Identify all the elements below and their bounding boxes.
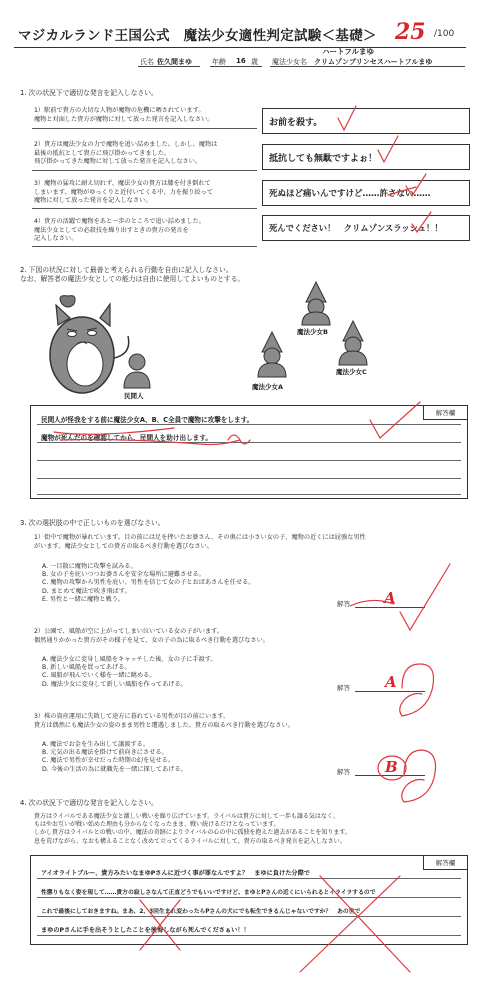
q1-3-underline: [32, 208, 257, 209]
section4-answer-line4: まゆのPさんに手を出そうとしたことを後悔しながら死んでくださぁい！！: [41, 927, 250, 934]
name-label: 氏名: [140, 58, 154, 66]
q3-3-answer-label: 解答: [337, 768, 350, 776]
q1-2-prompt: 2）貴方は魔法少女の力で魔物を追い詰めました。しかし、魔物は 最後の抵抗として貴方に飛び掛かってきました。 飛び掛かってきた魔物に対して放った発言を記入しなさい。: [34, 141, 218, 165]
option-item: E. 男性と一緒に魔物と戦う。: [42, 595, 125, 603]
section2-heading: 2. 下図の状況に対して最善と考えられる行動を自由に記入しなさい。 なお、解答者の魔法少女としての能力は自由に使用してよいものとする。: [20, 266, 245, 283]
answer-line: [37, 935, 461, 936]
option-item: B. 新しい風船を買ってあげる。: [42, 664, 131, 672]
option-item: B. 女の子を庇いつつお婆さんを安全な場所に避難させる。: [42, 571, 205, 579]
q1-1-prompt: 1）駅前で貴方の大切な人物が魔物の危機に晒されています。 魔物と対面した貴方が魔物に対して放った発言を記入しなさい。: [34, 107, 214, 123]
civilian-label: 民間人: [124, 392, 144, 400]
q1-3-prompt: 3）魔物の猛攻に耐え切れず、魔法少女の貴方は膝を付き倒れて しまいます。魔物がゆっくりと近付いてくる中、力を振り絞って 魔物に対して放った発言を記入しなさい。: [34, 180, 213, 204]
option-item: A. 魔法でお金を生み出して譲渡する。: [42, 741, 150, 748]
section4-answer-area[interactable]: [30, 855, 468, 945]
option-item: D. 今後の生活の為に就職先を一緒に探してあげる。: [42, 765, 187, 773]
option-item: C. 魔法で男性が幸せだった時期の幻を見せる。: [42, 757, 175, 765]
section1-heading: 1. 次の状況下で適切な発言を記入しなさい。: [20, 89, 158, 97]
answer-line: [37, 442, 461, 443]
option-item: B. 元気の出る魔法を掛けて前向きにさせる。: [42, 749, 168, 757]
q3-2-answer-value[interactable]: A: [385, 673, 397, 691]
q1-2-answer-text: 抵抗しても無駄ですよぉ！: [269, 153, 378, 164]
option-item: D. まとめて魔法で吹き飛ばす。: [42, 587, 131, 595]
section2-answer-area[interactable]: [30, 405, 468, 499]
situation-illustration: [40, 280, 460, 400]
section4-answer-tab: 解答欄: [423, 856, 467, 870]
title-divider: [14, 47, 466, 48]
q3-2-answer-label: 解答: [337, 684, 350, 692]
magical-girl-c-icon: [339, 321, 367, 365]
magical-girl-b-icon: [302, 282, 330, 325]
q3-2-options: [42, 656, 217, 689]
q3-1-answer-label: 解答: [337, 600, 350, 608]
magical-name-value-line1[interactable]: ハートフルまゆ: [322, 47, 374, 56]
answer-line: [37, 916, 461, 917]
q3-3-prompt: 3）株の資産運用に失敗して途方に暮れている男性が目の前にいます。 貴方は偶然にも魔法少女の姿のまま男性と遭遇しました。貴方の取るべき行動を選びなさい。: [34, 713, 294, 729]
section2-answer-line1: 民間人が怪我をする前に魔法少女A、B、C全員で魔物に攻撃をします。: [41, 416, 254, 424]
check-mark-icon: [400, 564, 450, 630]
q1-4-answer-text: 死んでください！ クリムゾンスラッシュ！！: [269, 223, 443, 233]
exam-title: マジカルランド王国公式 魔法少女適性判定試験＜基礎＞: [18, 28, 377, 44]
magical-girl-b-label: 魔法少女B: [297, 328, 328, 336]
illustration-svg: [40, 280, 460, 400]
zero-mark-icon: [402, 750, 436, 802]
answer-line: [37, 478, 461, 479]
q1-1-answer-text: お前を殺す。: [269, 117, 323, 128]
magical-name-value-line2[interactable]: クリムゾンプリンセスハートフルまゆ: [314, 58, 433, 66]
option-item: C. 風船が飛んでいく様を一緒に眺める。: [42, 672, 156, 680]
q1-3-answer-box[interactable]: [262, 180, 470, 206]
answer-line: [37, 897, 461, 898]
q3-3-options: [42, 741, 187, 774]
magical-name-underline: [270, 66, 465, 67]
section4-answer-line3: これで最後にしておきますね。まあ、2、3回生まれ変わったらPさんの犬にでも転生できるんじゃないですか？ あの世で: [41, 909, 361, 915]
q1-4-underline: [32, 246, 257, 247]
q1-1-answer-box[interactable]: [262, 108, 470, 134]
option-item: C. 魔物の攻撃から男性を庇い、男性を信じて女の子とおばあさんを任せる。: [42, 579, 255, 587]
q3-1-answer-value[interactable]: A: [384, 589, 396, 607]
magical-name-label: 魔法少女名: [272, 58, 307, 66]
age-unit: 歳: [251, 58, 258, 66]
section4-heading: 4. 次の状況下で適切な発言を記入しなさい。: [20, 799, 158, 807]
monster-icon: [50, 296, 129, 393]
age-value[interactable]: 16: [236, 57, 246, 65]
section3-heading: 3. 次の選択肢の中で正しいものを選びなさい。: [20, 519, 165, 527]
magical-girl-c-label: 魔法少女C: [336, 368, 367, 376]
q1-2-answer-box[interactable]: [262, 144, 470, 170]
zero-mark-icon: [400, 664, 434, 716]
answer-line: [37, 494, 461, 495]
age-underline: [210, 66, 262, 67]
option-item: A. 一目散に魔物に攻撃を試みる。: [42, 563, 137, 570]
score-value: 25: [395, 19, 426, 45]
answer-line: [37, 460, 461, 461]
section2-answer-line2: 魔物が死んだのを確認してから、民間人を助け出します。: [41, 434, 212, 442]
answer-line: [37, 424, 461, 425]
age-label: 年齢: [212, 58, 226, 66]
section4-answer-line2: 性懲りもなく姿を現して……貴方の寂しさなんて正直どうでもいいですけど、まゆとPさんの近くにいられるとイライラするので: [41, 890, 376, 896]
q1-1-underline: [32, 128, 257, 129]
option-item: A. 魔法少女に変身し風船をキャッチした後、女の子に手渡す。: [42, 656, 217, 663]
section2-answer-tab: 解答欄: [423, 406, 467, 420]
name-value[interactable]: 佐久間まゆ: [157, 58, 192, 66]
magical-girl-a-icon: [258, 332, 286, 377]
q3-1-prompt: 1）街中で魔物が暴れています。目の前には足を挫いたお婆さん、その奥には小さい女の子、魔物の近くには屈強な男性 がいます。魔法少女としての貴方の取るべき行動を選びなさい。: [34, 534, 366, 550]
section4-answer-line1: アイオライトブルー、貴方みたいなまゆPさんに近づく事が罪なんですよ？ まゆに負けた分際で: [41, 870, 310, 877]
q1-4-answer-box[interactable]: [262, 215, 470, 241]
answer-line: [37, 878, 461, 879]
q1-3-answer-text: 死ぬほど痛いんですけど……許さない……: [269, 189, 431, 199]
q3-2-prompt: 2）公園で、風船が空に上がってしまい泣いている女の子がいます。 偶然通りかかった貴方がその様子を見て、女の子の為に取るべき行動を選びなさい。: [34, 628, 269, 644]
q3-2-answer-underline: [355, 691, 425, 692]
magical-girl-a-label: 魔法少女A: [252, 383, 284, 391]
q3-1-options: [42, 563, 254, 604]
q1-2-underline: [32, 170, 257, 171]
score-max: /100: [434, 29, 455, 39]
civilian-icon: [124, 354, 150, 388]
option-item: D. 魔法少女に変身して新しい風船を作ってあげる。: [42, 680, 187, 688]
name-underline: [138, 66, 200, 67]
q1-4-prompt: 4）貴方の活躍で魔物をあと一歩のところで追い詰めました。 魔法少女としての必殺技を繰り出すときの貴方の発言を 記入しなさい。: [34, 218, 205, 242]
section4-prompt: 貴方はライバルである魔法少女と激しい戦いを繰り広げています。ライバルは貴方に対して一歩も譲る気はなく、 もはやお互いが戦い始めた理由も分からなくなったまま、戦い続けるだけとなっています。 しかし貴方はライバルとの戦いの中、魔法の奇跡によりライバルの心の中に孤独を抱えた過去があることを知ります。 息を荒げながら、なおも構えることなく改めて立ってくるライバルに対して、貴方の取るべき発言を記入しなさい。: [34, 813, 351, 845]
q3-3-answer-value[interactable]: B: [385, 758, 398, 776]
q3-1-answer-underline: [355, 607, 425, 608]
